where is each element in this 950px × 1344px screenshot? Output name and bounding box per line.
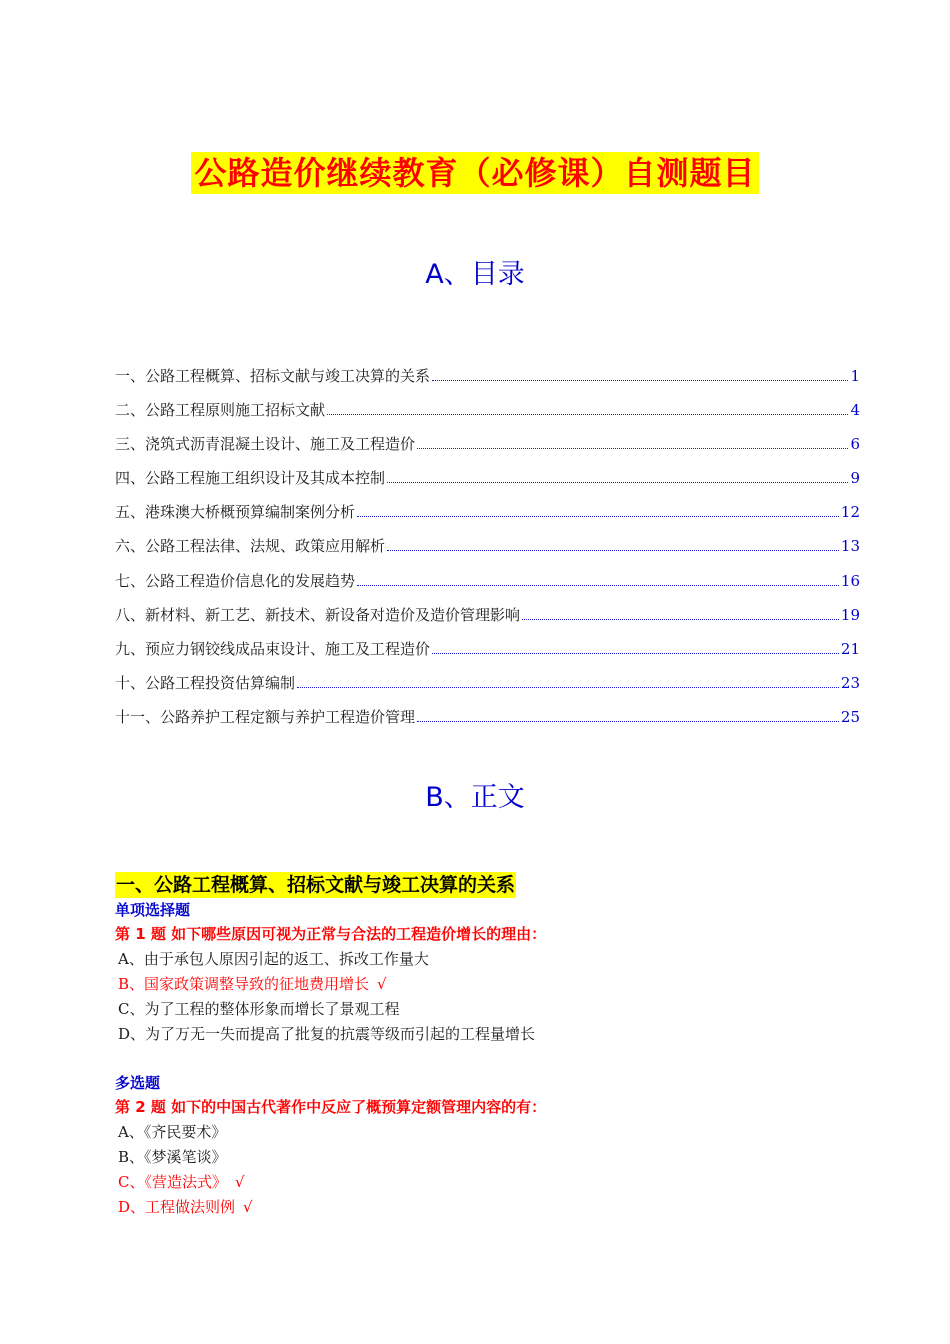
answer-option-text: D、为了万无一失而提高了批复的抗震等级而引起的工程量增长	[118, 1025, 536, 1043]
toc-entry-page[interactable]: 1	[850, 367, 860, 385]
toc-entry[interactable]	[115, 533, 860, 567]
answer-option	[115, 1022, 875, 1047]
toc-leader-dots	[357, 585, 839, 586]
toc-entry[interactable]	[115, 499, 860, 533]
toc-entry[interactable]	[115, 465, 860, 499]
toc-entry[interactable]	[115, 431, 860, 465]
toc-entry-page[interactable]: 12	[840, 503, 860, 522]
toc-entry-page[interactable]: 4	[850, 401, 860, 420]
toc-entry-label[interactable]: 八、新材料、新工艺、新技术、新设备对造价及造价管理影响	[115, 605, 521, 624]
answer-option-correct	[115, 972, 875, 997]
toc-entry[interactable]	[115, 602, 860, 636]
toc-leader-dots	[357, 516, 839, 517]
answer-option-text: C、为了工程的整体形象而增长了景观工程	[118, 1000, 400, 1018]
question-text: 第 2 题 如下的中国古代著作中反应了概预算定额管理内容的有：	[115, 1098, 547, 1116]
toc-leader-dots	[327, 414, 848, 415]
question-type-label: 多选题	[115, 1074, 161, 1092]
toc-entry-page[interactable]: 13	[840, 537, 860, 556]
document-title	[0, 152, 950, 194]
toc-entry-page[interactable]: 25	[840, 707, 860, 726]
toc-entry-label[interactable]: 九、预应力钢铰线成品束设计、施工及工程造价	[115, 639, 431, 658]
toc-entry[interactable]	[115, 636, 860, 670]
chapter-heading: 一、公路工程概算、招标文献与竣工决算的关系	[116, 874, 516, 896]
answer-option	[115, 1120, 875, 1145]
toc-entry-label[interactable]: 五、港珠澳大桥概预算编制案例分析	[115, 503, 356, 522]
toc-entry[interactable]	[115, 670, 860, 704]
toc-entry[interactable]	[115, 363, 860, 397]
toc-entry-label[interactable]: 六、公路工程法律、法规、政策应用解析	[115, 537, 386, 556]
toc-entry-page[interactable]: 19	[840, 605, 860, 624]
toc-entry[interactable]	[115, 397, 860, 431]
document-title-text: 公路造价继续教育（必修课）自测题目	[191, 152, 758, 194]
toc-entry-page[interactable]: 21	[840, 639, 860, 658]
answer-option-text: D、工程做法则例	[118, 1198, 236, 1216]
answer-option-text: C、《营造法式》	[118, 1173, 227, 1191]
check-mark-icon: √	[377, 975, 387, 993]
section-heading-body: B、正文	[425, 782, 525, 813]
toc-entry-page[interactable]: 9	[850, 469, 860, 488]
toc-entry-label[interactable]: 七、公路工程造价信息化的发展趋势	[115, 571, 356, 590]
check-mark-icon: √	[234, 1173, 245, 1191]
toc-entry-label[interactable]: 四、公路工程施工组织设计及其成本控制	[115, 469, 386, 488]
toc-entry[interactable]	[115, 704, 860, 738]
toc-leader-dots	[417, 448, 848, 449]
toc-entry-label[interactable]: 二、公路工程原则施工招标文献	[115, 401, 326, 420]
toc-leader-dots	[387, 550, 839, 551]
answer-option	[115, 997, 875, 1022]
toc-entry-page[interactable]: 23	[840, 673, 860, 692]
toc-entry-label[interactable]: 十、公路工程投资估算编制	[115, 673, 296, 692]
toc-leader-dots	[432, 380, 848, 381]
answer-option-text: B、国家政策调整导致的征地费用增长	[118, 975, 370, 993]
toc-leader-dots	[432, 653, 839, 654]
toc-entry-label[interactable]: 十一、公路养护工程定额与养护工程造价管理	[115, 707, 416, 726]
toc-leader-dots	[417, 721, 839, 722]
toc-entry-label[interactable]: 一、公路工程概算、招标文献与竣工决算的关系	[115, 367, 431, 385]
question-1	[115, 898, 875, 1047]
section-heading-toc: A、目录	[425, 259, 525, 290]
toc-entry[interactable]	[115, 568, 860, 602]
toc-entry-page[interactable]: 6	[850, 435, 860, 454]
answer-option-text: A、《齐民要术》	[118, 1123, 227, 1141]
question-text: 第 1 题 如下哪些原因可视为正常与合法的工程造价增长的理由：	[115, 925, 547, 943]
answer-option	[115, 1145, 875, 1170]
toc-leader-dots	[297, 687, 839, 688]
question-2	[115, 1071, 875, 1220]
toc-entry-page[interactable]: 16	[840, 571, 860, 590]
answer-option	[115, 947, 875, 972]
toc-leader-dots	[387, 482, 848, 483]
answer-option-correct	[115, 1170, 875, 1195]
table-of-contents	[115, 363, 860, 738]
question-type-label: 单项选择题	[115, 901, 191, 919]
toc-leader-dots	[522, 619, 839, 620]
answer-option-correct	[115, 1195, 875, 1220]
toc-entry-label[interactable]: 三、浇筑式沥青混凝土设计、施工及工程造价	[115, 435, 416, 454]
answer-option-text: A、由于承包人原因引起的返工、拆改工作量大	[118, 950, 429, 968]
check-mark-icon: √	[243, 1198, 253, 1216]
answer-option-text: B、《梦溪笔谈》	[118, 1148, 227, 1166]
